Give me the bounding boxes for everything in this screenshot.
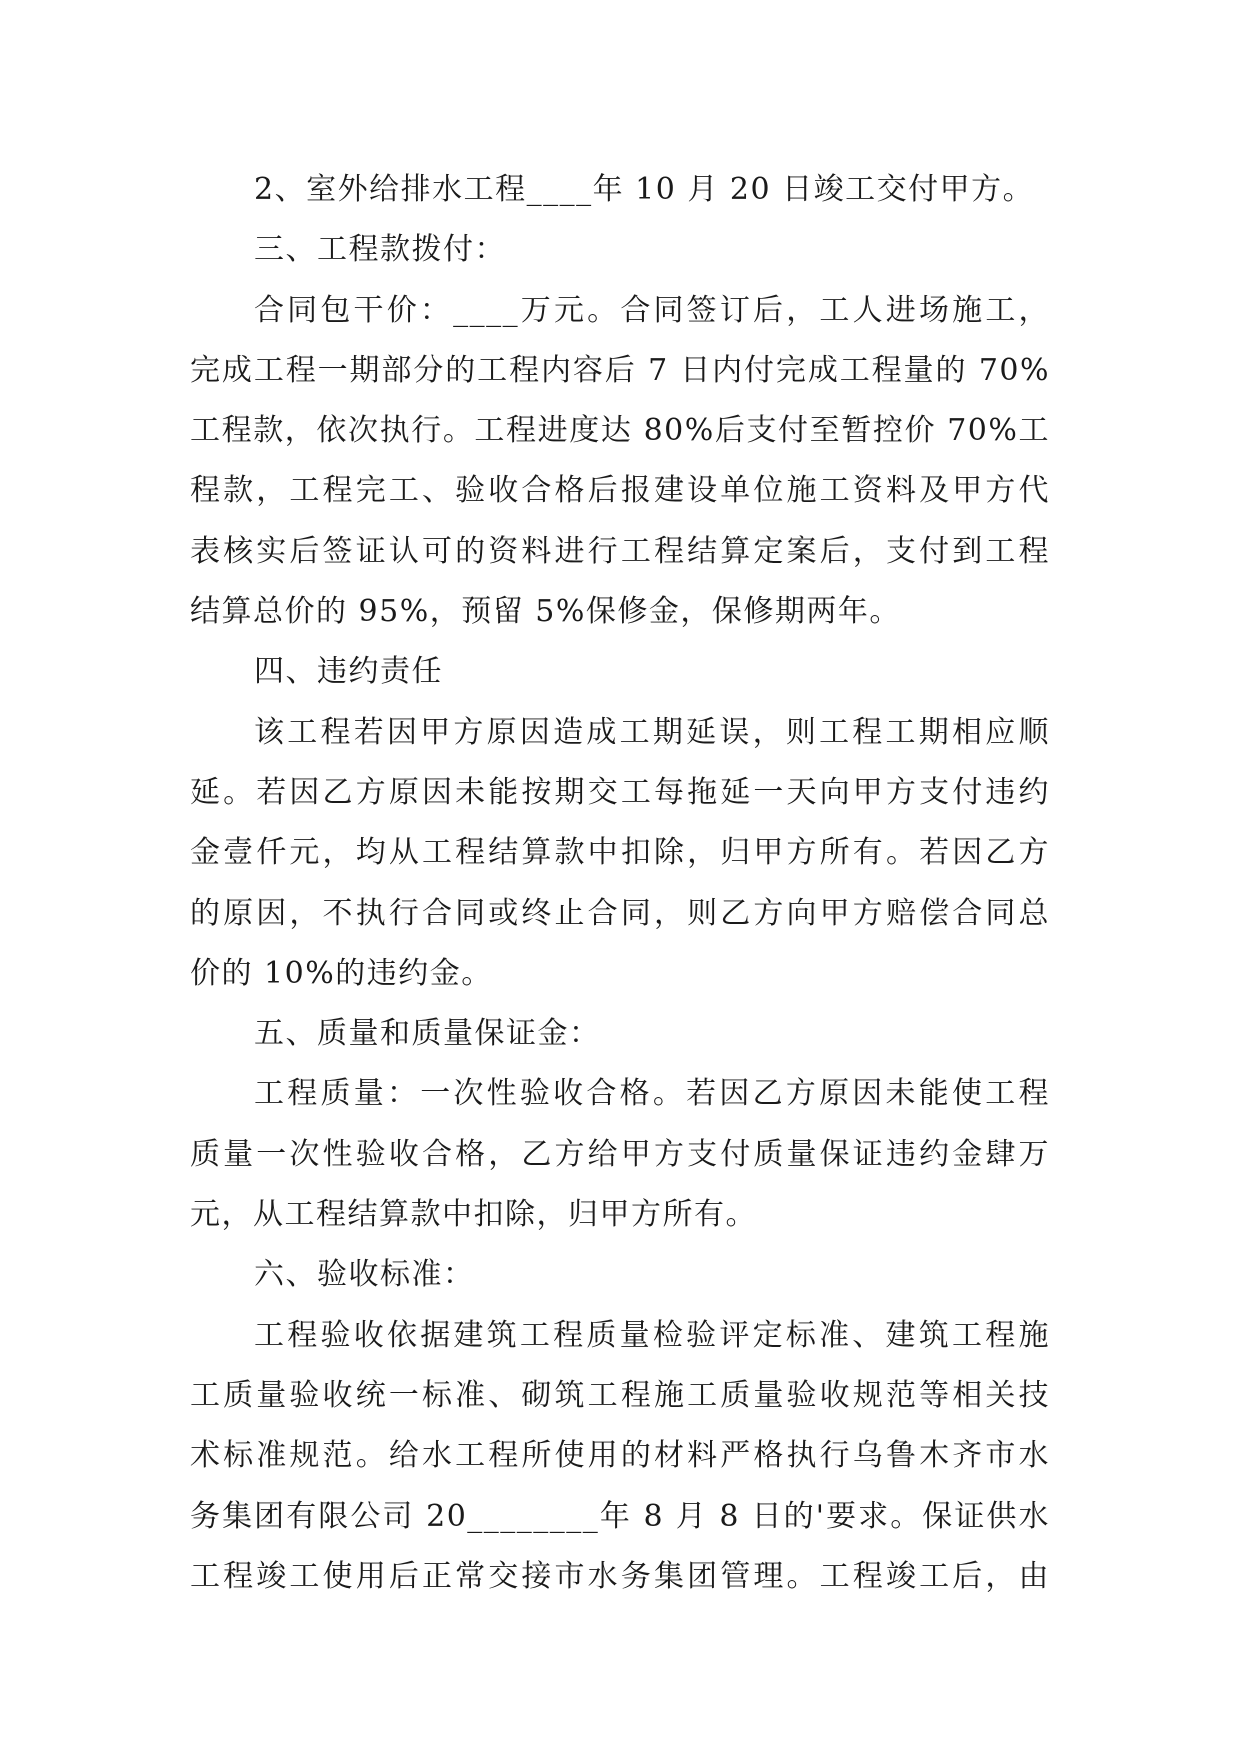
text-line: 元，从工程结算款中扣除，归甲方所有。 bbox=[190, 1197, 757, 1233]
paragraph-completion-outdoor-drainage bbox=[190, 160, 1050, 220]
paragraph-breach-terms bbox=[190, 703, 1050, 1004]
paragraph-quality-terms bbox=[190, 1064, 1050, 1245]
text-line: 工程款，依次执行。工程进度达 80%后支付至暂控价 70%工 bbox=[190, 413, 1050, 449]
text-line: 结算总价的 95%，预留 5%保修金，保修期两年。 bbox=[190, 594, 901, 630]
text-line: 务集团有限公司 20________年 8 月 8 日的'要求。保证供水 bbox=[190, 1498, 1050, 1534]
section-heading: 六、验收标准： bbox=[254, 1257, 475, 1293]
text-line: 工质量验收统一标准、砌筑工程施工质量验收规范等相关技 bbox=[190, 1377, 1050, 1413]
heading-breach bbox=[190, 642, 1050, 702]
text-line: 程款，工程完工、验收合格后报建设单位施工资料及甲方代 bbox=[190, 473, 1050, 509]
heading-payment bbox=[190, 220, 1050, 280]
document-body bbox=[190, 160, 1050, 1607]
text-line: 完成工程一期部分的工程内容后 7 日内付完成工程量的 70% bbox=[190, 352, 1050, 388]
paragraph-payment-terms bbox=[190, 281, 1050, 643]
text-line: 的原因，不执行合同或终止合同，则乙方向甲方赔偿合同总 bbox=[190, 895, 1050, 931]
text-line: 工程质量：一次性验收合格。若因乙方原因未能使工程 bbox=[254, 1076, 1050, 1112]
section-heading: 三、工程款拨付： bbox=[254, 232, 506, 268]
text-line: 工程竣工使用后正常交接市水务集团管理。工程竣工后，由 bbox=[190, 1558, 1050, 1594]
text-line: 延。若因乙方原因未能按期交工每拖延一天向甲方支付违约 bbox=[190, 774, 1050, 810]
text-line: 金壹仟元，均从工程结算款中扣除，归甲方所有。若因乙方 bbox=[190, 835, 1050, 871]
text-line: 合同包干价：____万元。合同签订后，工人进场施工， bbox=[254, 292, 1050, 328]
text-line: 术标准规范。给水工程所使用的材料严格执行乌鲁木齐市水 bbox=[190, 1438, 1050, 1474]
text-line: 2、室外给排水工程____年 10 月 20 日竣工交付甲方。 bbox=[254, 172, 1035, 207]
heading-quality bbox=[190, 1004, 1050, 1064]
section-heading: 五、质量和质量保证金： bbox=[254, 1016, 601, 1052]
text-line: 表核实后签证认可的资料进行工程结算定案后，支付到工程 bbox=[190, 533, 1050, 569]
text-line: 工程验收依据建筑工程质量检验评定标准、建筑工程施 bbox=[254, 1317, 1050, 1353]
heading-acceptance bbox=[190, 1245, 1050, 1305]
paragraph-acceptance-terms bbox=[190, 1306, 1050, 1607]
text-line: 质量一次性验收合格，乙方给甲方支付质量保证违约金肆万 bbox=[190, 1136, 1050, 1172]
section-heading: 四、违约责任 bbox=[254, 654, 443, 690]
text-line: 价的 10%的违约金。 bbox=[190, 955, 493, 991]
text-line: 该工程若因甲方原因造成工期延误，则工程工期相应顺 bbox=[254, 714, 1050, 750]
